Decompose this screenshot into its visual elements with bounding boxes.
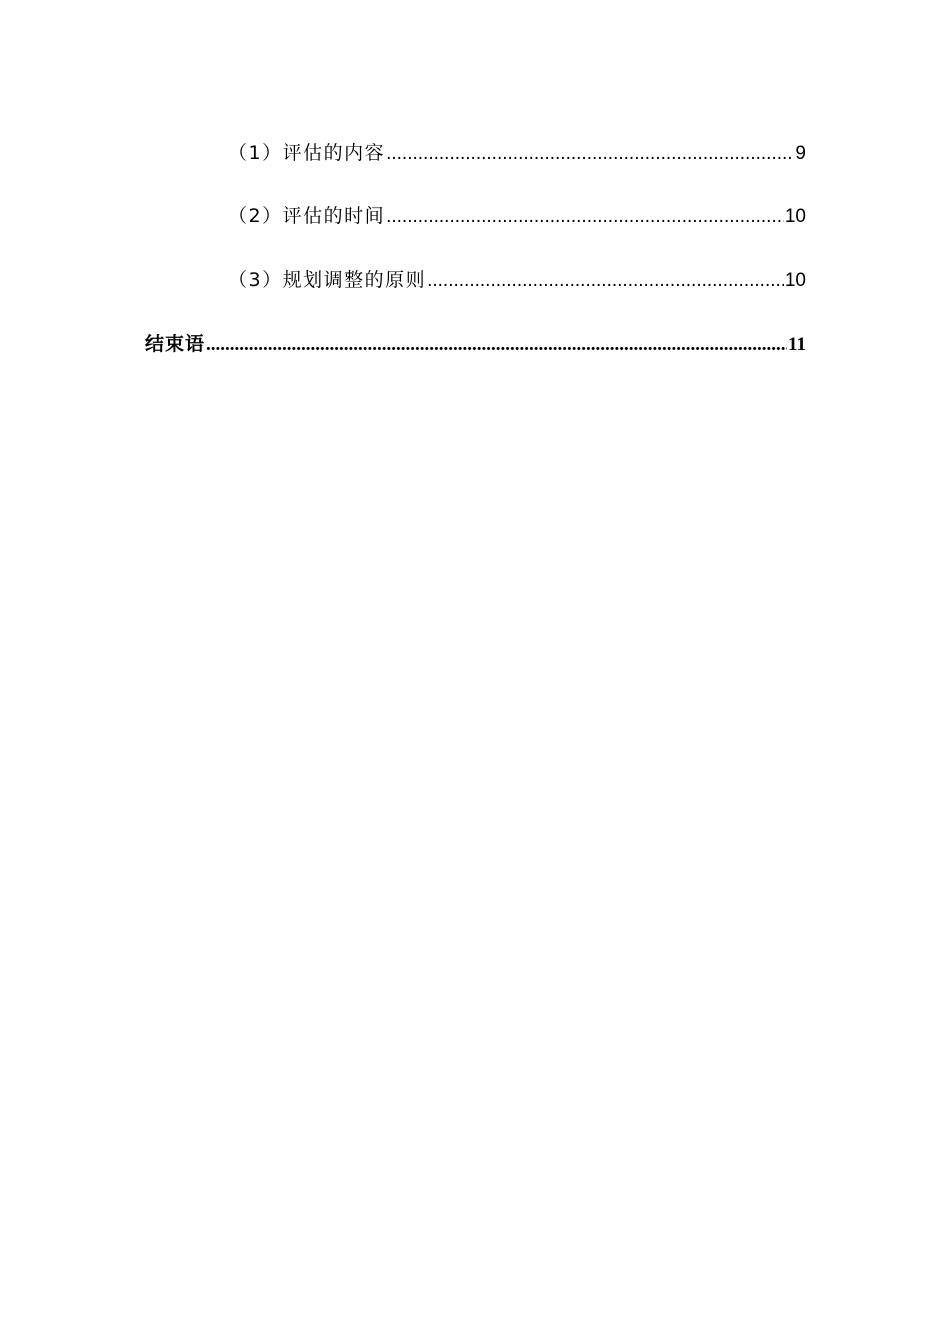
toc-entry-adjustment-principles[interactable] bbox=[228, 265, 806, 292]
toc-page-number: 11 bbox=[788, 334, 806, 355]
toc-dot-leader bbox=[206, 334, 787, 356]
toc-entry-label: （3）规划调整的原则 bbox=[228, 269, 427, 291]
toc-page-number: 10 bbox=[784, 270, 806, 291]
toc-dot-leader bbox=[386, 143, 794, 165]
toc-entry-evaluation-time[interactable] bbox=[228, 201, 806, 228]
toc-dot-leader bbox=[386, 206, 784, 228]
toc-page-number: 9 bbox=[795, 143, 806, 164]
toc-entry-conclusion[interactable] bbox=[145, 329, 806, 356]
toc-entry-label: （2）评估的时间 bbox=[228, 205, 386, 227]
toc-entry-label: 结束语 bbox=[145, 333, 206, 355]
toc-dot-leader bbox=[427, 270, 784, 292]
toc-page-number: 10 bbox=[784, 206, 806, 227]
toc-entry-evaluation-content[interactable] bbox=[228, 138, 806, 165]
toc-entry-label: （1）评估的内容 bbox=[228, 142, 386, 164]
